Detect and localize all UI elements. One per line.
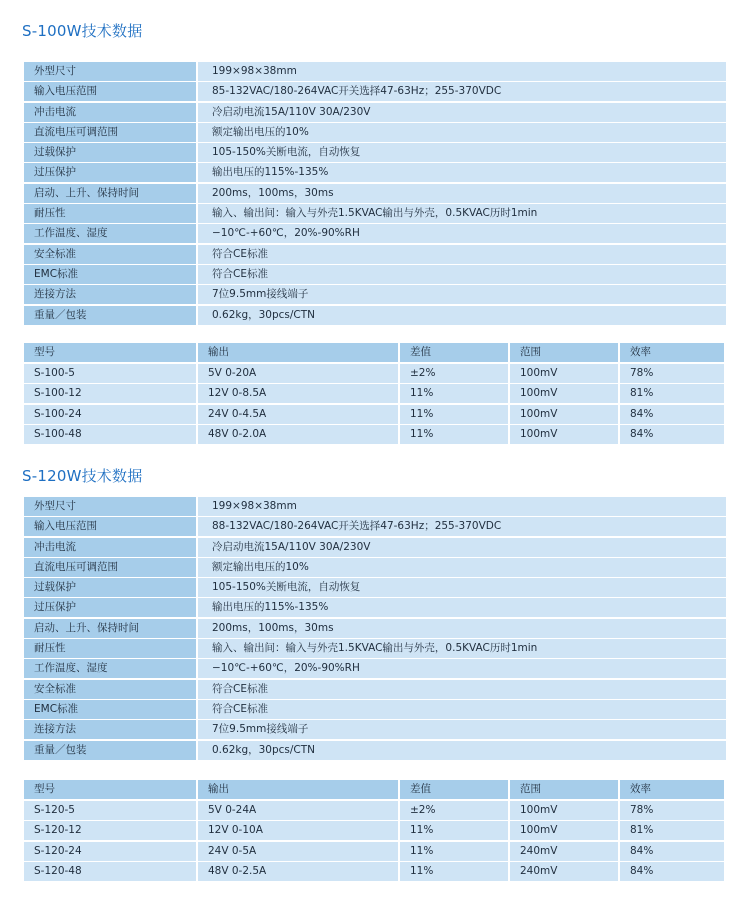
spec-row: [24, 619, 726, 638]
spec-value: 额定输出电压的10%: [198, 123, 726, 142]
spec-value: −10℃-+60℃，20%-90%RH: [198, 224, 726, 243]
spec-value: 200ms，100ms，30ms: [198, 184, 726, 203]
spec-row: [24, 720, 726, 739]
range-cell: 100mV: [510, 405, 618, 424]
spec-key: 过载保护: [24, 578, 196, 597]
efficiency-cell: 84%: [620, 425, 724, 444]
output-cell: 5V 0-24A: [198, 801, 398, 820]
spec-value: 输入、输出间：输入与外壳1.5KVAC输出与外壳，0.5KVAC历时1min: [198, 204, 726, 223]
spec-value: 符合CE标准: [198, 700, 726, 719]
spec-row: [24, 497, 726, 516]
spec-value: 输出电压的115%-135%: [198, 163, 726, 182]
spec-key: 输入电压范围: [24, 517, 196, 536]
spec-value: 7位9.5mm接线端子: [198, 285, 726, 304]
tolerance-cell: 11%: [400, 821, 508, 840]
spec-key: 连接方法: [24, 285, 196, 304]
spec-value: 200ms，100ms，30ms: [198, 619, 726, 638]
spec-row: [24, 143, 726, 162]
spec-value: 符合CE标准: [198, 265, 726, 284]
spec-key: 冲击电流: [24, 103, 196, 122]
spec-row: [24, 517, 726, 536]
output-cell: 24V 0-4.5A: [198, 405, 398, 424]
header-cell: 输出: [198, 780, 398, 799]
spec-row: [24, 700, 726, 719]
spec-key: 冲击电流: [24, 538, 196, 557]
spec-key: 过压保护: [24, 163, 196, 182]
range-cell: 100mV: [510, 821, 618, 840]
efficiency-cell: 81%: [620, 821, 724, 840]
spec-value: −10℃-+60℃，20%-90%RH: [198, 659, 726, 678]
tolerance-cell: 11%: [400, 425, 508, 444]
spec-row: [24, 163, 726, 182]
section-title: S-100W技术数据: [22, 22, 143, 40]
spec-row: [24, 224, 726, 243]
spec-key: 重量／包装: [24, 741, 196, 760]
range-cell: 240mV: [510, 862, 618, 881]
spec-key: 连接方法: [24, 720, 196, 739]
range-cell: 100mV: [510, 425, 618, 444]
spec-row: [24, 578, 726, 597]
spec-row: [24, 204, 726, 223]
efficiency-cell: 81%: [620, 384, 724, 403]
output-cell: 48V 0-2.5A: [198, 862, 398, 881]
header-cell: 差值: [400, 780, 508, 799]
output-cell: 12V 0-10A: [198, 821, 398, 840]
spec-key: 启动、上升、保持时间: [24, 619, 196, 638]
header-cell: 型号: [24, 780, 196, 799]
model-cell: S-100-12: [24, 384, 196, 403]
spec-value: 冷启动电流15A/110V 30A/230V: [198, 538, 726, 557]
spec-row: [24, 285, 726, 304]
model-table: [24, 780, 724, 883]
spec-key: 输入电压范围: [24, 82, 196, 101]
spec-value: 0.62kg，30pcs/CTN: [198, 741, 726, 760]
model-row: [24, 384, 724, 403]
spec-row: [24, 245, 726, 264]
efficiency-cell: 84%: [620, 862, 724, 881]
output-cell: 48V 0-2.0A: [198, 425, 398, 444]
header-cell: 差值: [400, 343, 508, 362]
tolerance-cell: ±2%: [400, 364, 508, 383]
output-cell: 5V 0-20A: [198, 364, 398, 383]
spec-value: 0.62kg，30pcs/CTN: [198, 306, 726, 325]
model-cell: S-120-12: [24, 821, 196, 840]
spec-row: [24, 598, 726, 617]
spec-value: 7位9.5mm接线端子: [198, 720, 726, 739]
header-cell: 效率: [620, 780, 724, 799]
spec-value: 105-150%关断电流，自动恢复: [198, 143, 726, 162]
spec-row: [24, 558, 726, 577]
spec-value: 85-132VAC/180-264VAC开关选择47-63Hz；255-370VDC: [198, 82, 726, 101]
tolerance-cell: 11%: [400, 842, 508, 861]
tolerance-cell: ±2%: [400, 801, 508, 820]
model-header-row: [24, 780, 724, 799]
spec-key: 过压保护: [24, 598, 196, 617]
model-header-row: [24, 343, 724, 362]
tolerance-cell: 11%: [400, 862, 508, 881]
spec-key: 直流电压可调范围: [24, 558, 196, 577]
spec-row: [24, 680, 726, 699]
model-cell: S-120-48: [24, 862, 196, 881]
spec-row: [24, 62, 726, 81]
spec-key: EMC标准: [24, 265, 196, 284]
spec-value: 符合CE标准: [198, 245, 726, 264]
model-row: [24, 425, 724, 444]
output-cell: 12V 0-8.5A: [198, 384, 398, 403]
spec-key: 工作温度、湿度: [24, 659, 196, 678]
spec-row: [24, 659, 726, 678]
efficiency-cell: 78%: [620, 364, 724, 383]
spec-row: [24, 306, 726, 325]
spec-key: 安全标准: [24, 680, 196, 699]
efficiency-cell: 84%: [620, 842, 724, 861]
model-cell: S-100-48: [24, 425, 196, 444]
spec-value: 199×98×38mm: [198, 497, 726, 516]
header-cell: 范围: [510, 780, 618, 799]
spec-value: 输出电压的115%-135%: [198, 598, 726, 617]
spec-value: 105-150%关断电流，自动恢复: [198, 578, 726, 597]
spec-value: 88-132VAC/180-264VAC开关选择47-63Hz；255-370VDC: [198, 517, 726, 536]
model-cell: S-120-5: [24, 801, 196, 820]
model-row: [24, 801, 724, 820]
range-cell: 100mV: [510, 384, 618, 403]
spec-key: EMC标准: [24, 700, 196, 719]
spec-key: 外型尺寸: [24, 497, 196, 516]
model-row: [24, 821, 724, 840]
section-title: S-120W技术数据: [22, 467, 143, 485]
header-cell: 型号: [24, 343, 196, 362]
spec-row: [24, 538, 726, 557]
spec-key: 直流电压可调范围: [24, 123, 196, 142]
model-cell: S-120-24: [24, 842, 196, 861]
spec-row: [24, 123, 726, 142]
spec-row: [24, 184, 726, 203]
range-cell: 100mV: [510, 801, 618, 820]
range-cell: 240mV: [510, 842, 618, 861]
tolerance-cell: 11%: [400, 405, 508, 424]
spec-value: 额定输出电压的10%: [198, 558, 726, 577]
spec-value: 199×98×38mm: [198, 62, 726, 81]
spec-row: [24, 265, 726, 284]
spec-key: 过载保护: [24, 143, 196, 162]
spec-row: [24, 103, 726, 122]
spec-row: [24, 639, 726, 658]
range-cell: 100mV: [510, 364, 618, 383]
model-row: [24, 842, 724, 861]
header-cell: 效率: [620, 343, 724, 362]
spec-value: 冷启动电流15A/110V 30A/230V: [198, 103, 726, 122]
model-cell: S-100-24: [24, 405, 196, 424]
spec-key: 重量／包装: [24, 306, 196, 325]
model-row: [24, 364, 724, 383]
spec-value: 符合CE标准: [198, 680, 726, 699]
header-cell: 范围: [510, 343, 618, 362]
spec-key: 安全标准: [24, 245, 196, 264]
spec-key: 耐压性: [24, 204, 196, 223]
model-table: [24, 343, 724, 446]
spec-value: 输入、输出间：输入与外壳1.5KVAC输出与外壳，0.5KVAC历时1min: [198, 639, 726, 658]
efficiency-cell: 84%: [620, 405, 724, 424]
spec-row: [24, 741, 726, 760]
tolerance-cell: 11%: [400, 384, 508, 403]
spec-key: 工作温度、湿度: [24, 224, 196, 243]
spec-table: [24, 62, 726, 326]
model-row: [24, 862, 724, 881]
model-row: [24, 405, 724, 424]
efficiency-cell: 78%: [620, 801, 724, 820]
spec-key: 启动、上升、保持时间: [24, 184, 196, 203]
model-cell: S-100-5: [24, 364, 196, 383]
output-cell: 24V 0-5A: [198, 842, 398, 861]
spec-key: 外型尺寸: [24, 62, 196, 81]
spec-key: 耐压性: [24, 639, 196, 658]
spec-table: [24, 497, 726, 761]
spec-row: [24, 82, 726, 101]
header-cell: 输出: [198, 343, 398, 362]
